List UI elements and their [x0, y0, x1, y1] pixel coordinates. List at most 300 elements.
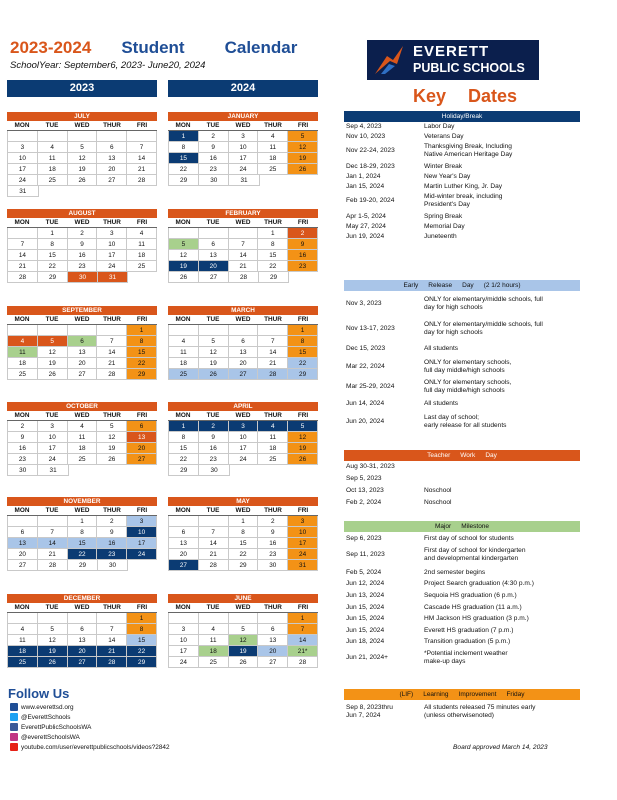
- day-cell: 26: [288, 454, 318, 465]
- day-cell: 24: [7, 175, 38, 186]
- day-cell: 27: [68, 657, 98, 668]
- weekday-header-row: [168, 411, 318, 421]
- day-cell: 8: [168, 432, 199, 443]
- key-description: ONLY for elementary/middle schools, full day for high schools: [424, 296, 543, 311]
- year-header-2024: 2024: [168, 80, 318, 97]
- day-cell: 20: [68, 358, 98, 369]
- day-cell: 18: [258, 443, 288, 454]
- teacher-work-day-header: [344, 450, 580, 461]
- day-cell: 22: [68, 549, 98, 560]
- year-header-2023: 2023: [7, 80, 157, 97]
- week-row: [7, 325, 157, 336]
- weekday-header-row: [168, 315, 318, 325]
- day-cell: 23: [288, 261, 318, 272]
- early-release-header: [344, 280, 580, 291]
- day-cell: 28: [127, 175, 157, 186]
- day-cell: 7: [199, 527, 229, 538]
- weekday-label: THUR: [97, 506, 127, 516]
- week-row: [7, 142, 157, 153]
- day-cell: 1: [168, 421, 199, 432]
- social-link[interactable]: [10, 743, 170, 752]
- social-link[interactable]: [10, 733, 80, 742]
- day-cell: 22: [168, 454, 199, 465]
- week-row: [7, 465, 157, 476]
- key-date: Apr 1-5, 2024: [346, 213, 386, 220]
- day-cell: 11: [127, 239, 157, 250]
- day-cell: 30: [199, 465, 229, 476]
- weekday-label: TUE: [37, 411, 67, 421]
- key-date: Dec 15, 2023: [346, 345, 386, 352]
- weekday-label: WED: [67, 315, 97, 325]
- week-row: [168, 272, 318, 283]
- key-description: Juneteenth: [424, 233, 457, 240]
- day-cell: 25: [7, 369, 38, 380]
- key-date: Jun 12, 2024: [346, 580, 385, 587]
- day-cell: 25: [7, 657, 38, 668]
- facebook-icon: [10, 723, 18, 731]
- day-cell: 9: [258, 527, 288, 538]
- month-name: OCTOBER: [7, 402, 157, 411]
- day-cell: 29: [259, 272, 289, 283]
- day-cell: 2: [7, 421, 38, 432]
- weekday-label: MON: [7, 121, 37, 131]
- week-row: [7, 164, 157, 175]
- day-cell: 2: [97, 516, 127, 527]
- key-date: Sep 8, 2023thru Jun 7, 2024: [346, 704, 393, 719]
- day-cell: 3: [38, 421, 68, 432]
- day-cell: [68, 325, 98, 336]
- logo-bird-icon: [373, 44, 407, 76]
- day-cell: 21: [97, 646, 127, 657]
- day-cell: [168, 325, 199, 336]
- week-row: [7, 347, 157, 358]
- month-august: [7, 209, 157, 283]
- key-date: Jun 18, 2024: [346, 638, 385, 645]
- early-header-word2: Release: [428, 282, 453, 289]
- weekday-header-row: [7, 603, 157, 613]
- day-cell: 30: [199, 175, 229, 186]
- day-cell: [199, 516, 229, 527]
- day-cell: 11: [258, 142, 288, 153]
- day-cell: 15: [38, 250, 68, 261]
- key-description: ONLY for elementary schools, full day middle/high schools: [424, 359, 512, 374]
- day-cell: 17: [229, 153, 259, 164]
- day-cell: 6: [258, 624, 288, 635]
- week-row: [7, 250, 157, 261]
- day-cell: 18: [168, 358, 199, 369]
- day-cell: 19: [168, 261, 199, 272]
- day-cell: 6: [68, 336, 98, 347]
- day-cell: 26: [38, 657, 68, 668]
- day-cell: 28: [258, 369, 288, 380]
- major-milestone-header: [344, 521, 580, 532]
- day-cell: 2: [68, 228, 98, 239]
- key-date: Feb 5, 2024: [346, 569, 382, 576]
- day-cell: [199, 325, 229, 336]
- day-cell: 17: [97, 250, 127, 261]
- week-row: [7, 369, 157, 380]
- day-cell: 7: [7, 239, 38, 250]
- key-date: May 27, 2024: [346, 223, 386, 230]
- day-cell: 9: [7, 432, 38, 443]
- day-cell: 24: [168, 657, 199, 668]
- weekday-label: THUR: [258, 603, 288, 613]
- weekday-label: FRI: [288, 411, 318, 421]
- month-name: JUNE: [168, 594, 318, 603]
- day-cell: 8: [288, 336, 318, 347]
- teacher-header-word2: Work: [460, 452, 476, 459]
- title-word-calendar: Calendar: [224, 38, 298, 57]
- weekday-label: TUE: [37, 315, 67, 325]
- day-cell: [39, 186, 69, 197]
- holiday-header-label: Holiday/Break: [441, 113, 483, 120]
- day-cell: 12: [38, 635, 68, 646]
- weekday-label: WED: [228, 218, 258, 228]
- week-row: [7, 421, 157, 432]
- key-description: Last day of school; early release for all students: [424, 414, 507, 429]
- early-header-word3: Day: [462, 282, 474, 289]
- day-cell: [98, 186, 128, 197]
- day-cell: 7: [97, 624, 127, 635]
- day-cell: [38, 325, 68, 336]
- social-link-text: @everettSchoolsWA: [21, 734, 80, 741]
- weekday-label: THUR: [258, 411, 288, 421]
- day-cell: [7, 516, 38, 527]
- day-cell: 17: [38, 443, 68, 454]
- day-cell: 14: [7, 250, 38, 261]
- week-row: [7, 560, 157, 571]
- key-title-word1: Key: [413, 86, 447, 106]
- weekday-label: TUE: [198, 411, 228, 421]
- key-description: ONLY for elementary schools, full day middle/high schools: [424, 379, 512, 394]
- day-cell: 13: [168, 538, 199, 549]
- month-name: DECEMBER: [7, 594, 157, 603]
- social-link-text: youtube.com/user/everettpublicschools/videos?2842: [21, 744, 170, 751]
- day-cell: 15: [229, 538, 259, 549]
- key-date: Jun 15, 2024: [346, 627, 385, 634]
- week-row: [168, 657, 318, 668]
- month-february: [168, 209, 318, 283]
- day-cell: [68, 131, 98, 142]
- day-cell: 31: [229, 175, 259, 186]
- day-cell: 7: [288, 624, 318, 635]
- month-april: [168, 402, 318, 476]
- day-cell: 4: [7, 336, 38, 347]
- week-row: [7, 646, 157, 657]
- day-cell: 21: [127, 164, 157, 175]
- day-cell: 23: [199, 454, 229, 465]
- day-cell: 24: [127, 549, 157, 560]
- day-cell: 27: [7, 560, 38, 571]
- weekday-label: MON: [7, 603, 37, 613]
- weekday-label: FRI: [127, 411, 157, 421]
- week-row: [7, 635, 157, 646]
- day-cell: [127, 131, 157, 142]
- day-cell: 7: [38, 527, 68, 538]
- key-description: Veterans Day: [424, 133, 464, 140]
- day-cell: 1: [288, 325, 318, 336]
- day-cell: 20: [68, 646, 98, 657]
- day-cell: 8: [38, 239, 68, 250]
- globe-icon: [10, 703, 18, 711]
- day-cell: 26: [97, 454, 127, 465]
- weekday-label: WED: [67, 411, 97, 421]
- day-cell: 6: [68, 624, 98, 635]
- day-cell: 29: [38, 272, 68, 283]
- key-date: Jun 19, 2024: [346, 233, 385, 240]
- weekday-label: FRI: [127, 315, 157, 325]
- day-cell: 26: [229, 657, 259, 668]
- day-cell: 20: [97, 164, 127, 175]
- key-description: Project Search graduation (4:30 p.m.): [424, 580, 534, 587]
- day-cell: 26: [288, 164, 318, 175]
- day-cell: 11: [7, 635, 38, 646]
- key-description: Noschool: [424, 499, 452, 506]
- month-january: [168, 112, 318, 186]
- key-date: Jun 14, 2024: [346, 400, 385, 407]
- day-cell: 14: [97, 635, 127, 646]
- day-cell: 8: [168, 142, 199, 153]
- month-name: MARCH: [168, 306, 318, 315]
- weekday-label: WED: [228, 411, 258, 421]
- key-description: 2nd semester begins: [424, 569, 486, 576]
- weekday-label: FRI: [127, 121, 157, 131]
- day-cell: 25: [38, 175, 68, 186]
- follow-us-title: Follow Us: [8, 686, 70, 701]
- key-title-word2: Dates: [468, 86, 518, 106]
- instagram-icon: [10, 733, 18, 741]
- day-cell: [289, 175, 318, 186]
- school-year-subtitle: SchoolYear: September6, 2023- June20, 2024: [10, 60, 206, 71]
- week-row: [168, 261, 318, 272]
- weekday-header-row: [7, 218, 157, 228]
- day-cell: 11: [199, 635, 229, 646]
- day-cell: 23: [97, 549, 127, 560]
- key-description: Mid-winter break, including President's Day: [424, 193, 503, 208]
- key-date: Jun 13, 2024: [346, 592, 385, 599]
- key-date: Feb 2, 2024: [346, 499, 382, 506]
- weekday-label: TUE: [37, 218, 67, 228]
- day-cell: 10: [288, 527, 318, 538]
- day-cell: 20: [258, 646, 288, 657]
- weekday-label: FRI: [127, 603, 157, 613]
- week-row: [168, 527, 318, 538]
- day-cell: 6: [7, 527, 38, 538]
- weekday-label: FRI: [127, 506, 157, 516]
- day-cell: 17: [168, 646, 199, 657]
- milestone-header-word1: Major: [434, 523, 452, 530]
- weekday-label: MON: [168, 121, 198, 131]
- day-cell: 9: [199, 142, 229, 153]
- day-cell: 8: [127, 624, 157, 635]
- key-description: Noschool: [424, 487, 452, 494]
- week-row: [7, 549, 157, 560]
- day-cell: 6: [97, 142, 127, 153]
- day-cell: 24: [97, 261, 127, 272]
- day-cell: 16: [199, 153, 229, 164]
- day-cell: [69, 465, 98, 476]
- day-cell: 12: [229, 635, 259, 646]
- day-cell: 10: [127, 527, 157, 538]
- weekday-label: FRI: [288, 121, 318, 131]
- month-name: JULY: [7, 112, 157, 121]
- day-cell: 2: [258, 516, 288, 527]
- week-row: [7, 153, 157, 164]
- day-cell: 13: [68, 635, 98, 646]
- day-cell: 6: [229, 336, 259, 347]
- key-date: Nov 13-17, 2023: [346, 325, 395, 332]
- day-cell: 16: [7, 443, 38, 454]
- day-cell: 27: [229, 369, 259, 380]
- day-cell: 31: [7, 186, 39, 197]
- day-cell: 4: [168, 336, 199, 347]
- day-cell: 18: [68, 443, 98, 454]
- day-cell: 29: [68, 560, 98, 571]
- weekday-label: FRI: [288, 603, 318, 613]
- key-description: First day of school for kindergarten and developmental kindergarten: [424, 547, 526, 562]
- day-cell: [97, 613, 127, 624]
- weekday-label: FRI: [288, 315, 318, 325]
- weekday-label: TUE: [198, 315, 228, 325]
- day-cell: 15: [168, 443, 199, 454]
- day-cell: 8: [127, 336, 157, 347]
- weekday-label: WED: [67, 603, 97, 613]
- day-cell: 3: [7, 142, 38, 153]
- day-cell: 5: [168, 239, 199, 250]
- day-cell: 30: [98, 560, 128, 571]
- weekday-label: THUR: [97, 121, 127, 131]
- day-cell: 29: [288, 369, 318, 380]
- day-cell: 6: [168, 527, 199, 538]
- day-cell: [7, 613, 38, 624]
- day-cell: 16: [288, 250, 318, 261]
- week-row: [168, 454, 318, 465]
- day-cell: 27: [68, 369, 98, 380]
- social-link-text: @EverettSchools: [21, 714, 71, 721]
- weekday-label: THUR: [258, 315, 288, 325]
- day-cell: 27: [97, 175, 127, 186]
- day-cell: 25: [68, 454, 98, 465]
- weekday-label: MON: [168, 506, 198, 516]
- weekday-label: TUE: [37, 121, 67, 131]
- day-cell: 5: [38, 624, 68, 635]
- day-cell: 25: [127, 261, 157, 272]
- weekday-header-row: [7, 121, 157, 131]
- day-cell: 11: [68, 432, 98, 443]
- day-cell: 11: [168, 347, 199, 358]
- day-cell: 17: [288, 538, 318, 549]
- day-cell: 19: [38, 646, 68, 657]
- month-may: [168, 497, 318, 571]
- day-cell: 28: [38, 560, 68, 571]
- social-link[interactable]: [10, 703, 74, 712]
- day-cell: 9: [68, 239, 98, 250]
- weekday-label: TUE: [37, 603, 67, 613]
- day-cell: 25: [258, 164, 288, 175]
- week-row: [7, 261, 157, 272]
- day-cell: 18: [7, 358, 38, 369]
- key-date: Mar 25-29, 2024: [346, 383, 395, 390]
- weekday-label: THUR: [97, 315, 127, 325]
- day-cell: 14: [199, 538, 229, 549]
- day-cell: 13: [199, 250, 229, 261]
- month-name: NOVEMBER: [7, 497, 157, 506]
- logo-line2: PUBLIC SCHOOLS: [413, 61, 525, 75]
- social-link[interactable]: [10, 723, 91, 732]
- day-cell: 4: [68, 421, 98, 432]
- day-cell: 14: [258, 347, 288, 358]
- weekday-label: MON: [168, 218, 198, 228]
- day-cell: 25: [168, 369, 199, 380]
- board-approved-note: Board approved March 14, 2023: [453, 744, 548, 751]
- day-cell: 7: [127, 142, 157, 153]
- day-cell: 8: [229, 527, 259, 538]
- day-cell: 29: [229, 560, 259, 571]
- day-cell: 3: [229, 131, 259, 142]
- key-date: Nov 3, 2023: [346, 300, 382, 307]
- day-cell: 23: [68, 261, 98, 272]
- day-cell: 8: [258, 239, 288, 250]
- day-cell: 11: [38, 153, 68, 164]
- day-cell: 13: [127, 432, 157, 443]
- day-cell: 22: [127, 646, 157, 657]
- weekday-label: MON: [7, 315, 37, 325]
- social-link[interactable]: [10, 713, 70, 722]
- key-date: Dec 18-29, 2023: [346, 163, 395, 170]
- weekday-label: THUR: [97, 411, 127, 421]
- day-cell: [258, 613, 288, 624]
- key-description: Winter Break: [424, 163, 463, 170]
- key-description: Sequoia HS graduation (6 p.m.): [424, 592, 517, 599]
- week-row: [168, 153, 318, 164]
- day-cell: 13: [229, 347, 259, 358]
- day-cell: 6: [127, 421, 157, 432]
- day-cell: 27: [199, 272, 229, 283]
- day-cell: 2: [199, 131, 229, 142]
- key-description: All students released 75 minutes early (unless otherwisenoted): [424, 704, 536, 719]
- weekday-label: FRI: [127, 218, 157, 228]
- day-cell: 30: [258, 560, 288, 571]
- day-cell: 19: [288, 443, 318, 454]
- month-november: [7, 497, 157, 571]
- day-cell: 30: [7, 465, 38, 476]
- weekday-label: TUE: [198, 603, 228, 613]
- day-cell: 26: [38, 369, 68, 380]
- day-cell: 19: [38, 358, 68, 369]
- week-row: [168, 164, 318, 175]
- week-row: [168, 131, 318, 142]
- key-dates-title: [413, 86, 517, 107]
- day-cell: [199, 228, 229, 239]
- week-row: [168, 538, 318, 549]
- day-cell: 24: [288, 549, 318, 560]
- day-cell: 17: [7, 164, 38, 175]
- day-cell: 16: [199, 443, 229, 454]
- weekday-label: MON: [7, 506, 37, 516]
- key-date: Feb 19-20, 2024: [346, 197, 395, 204]
- key-description: New Year's Day: [424, 173, 471, 180]
- day-cell: [7, 228, 38, 239]
- day-cell: 15: [168, 153, 199, 164]
- week-row: [168, 325, 318, 336]
- day-cell: [7, 325, 38, 336]
- day-cell: 24: [229, 454, 259, 465]
- day-cell: 3: [127, 516, 157, 527]
- weekday-label: FRI: [288, 506, 318, 516]
- day-cell: 22: [288, 358, 318, 369]
- weekday-label: WED: [67, 506, 97, 516]
- day-cell: 31: [288, 560, 318, 571]
